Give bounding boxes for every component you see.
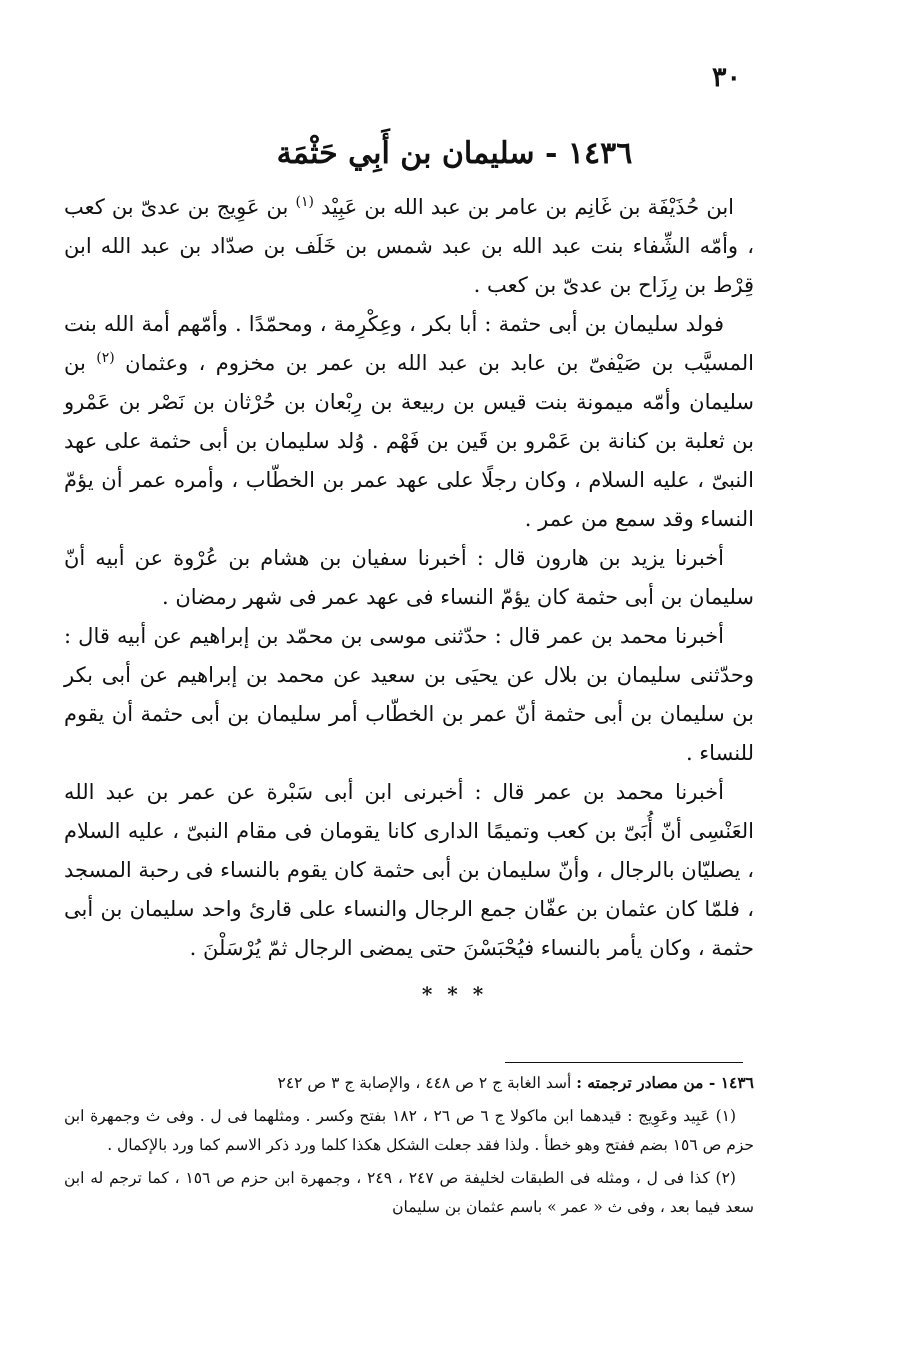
footnote-marker: (١) xyxy=(295,194,314,210)
paragraph-text: بن عَوِيج بن عدىّ بن كعب ، وأمّه الشِّفاء بنت عبد الله بن عبد شمس بن خَلَف بن صدّاد بن عبد الله ابن قِرْط بن رِزَاح بن عدىّ بن كعب . xyxy=(64,195,754,297)
page-number: ٣٠ xyxy=(711,62,741,93)
paragraph xyxy=(64,539,754,617)
footnote-lead: ١٤٣٦ - من مصادر ترجمته : xyxy=(576,1073,754,1092)
section-separator: * * * xyxy=(421,982,488,1006)
footnote-text: أسد الغابة ج ٢ ص ٤٤٨ ، والإصابة ج ٣ ص ٢٤٢ xyxy=(277,1074,577,1092)
footnotes xyxy=(64,1068,754,1226)
paragraph-text: فولد سليمان بن أبى حثمة : أبا بكر ، وعِكْرِمة ، ومحمّدًا . وأمّهم أمة الله بنت المسيَّب بن صَيْفىّ بن عابد بن عبد الله بن عمر بن مخزوم ، وعثمان xyxy=(64,312,754,375)
paragraph-text: أخبرنا محمد بن عمر قال : أخبرنى ابن أبى سَبْرة عن عمر بن عبد الله العَنْسِى أنّ أُبَىّ بن كعب وتميمًا الدارى كانا يقومان فى مقام النبىّ ، عليه السلام ، يصليّان بالرجال ، وأنّ سليمان بن أبى حثمة كان يقوم بالنساء فى رحبة المسجد ، فلمّا كان عثمان بن عفّان جمع الرجال والنساء على قارئ واحد سليمان بن أبى حثمة ، وكان يأمر بالنساء فيُحْبَسْنَ حتى يمضى الرجال ثمّ يُرْسَلْنَ . xyxy=(64,780,754,960)
footnote-marker: (٢) xyxy=(96,350,115,366)
paragraph xyxy=(64,773,754,968)
paragraph xyxy=(64,188,754,305)
footnote-divider xyxy=(505,1062,743,1063)
entry-heading: ١٤٣٦ - سليمان بن أَبِي حَثْمَة xyxy=(276,136,633,171)
paragraph xyxy=(64,305,754,539)
paragraph xyxy=(64,617,754,773)
footnote-1 xyxy=(64,1102,754,1160)
footnote-sources xyxy=(64,1068,754,1098)
entry-body xyxy=(64,188,754,968)
paragraph-text: ابن حُذَيْفَة بن غَانِم بن عامر بن عبد الله بن عَبِيْد xyxy=(313,195,734,219)
footnote-text: (١) عَبِيد وعَوِيج : قيدهما ابن ماكولا ج ٦ ص ٢٦ ، ١٨٢ بفتح وكسر . ومثلهما فى ل . وفى ث وجمهرة ابن حزم ص ١٥٦ بضم ففتح وهو خطأ . ولذا فقد جعلت الشكل هكذا كلما ورد ذكر الاسم كما ورد بالإكمال . xyxy=(64,1107,754,1154)
paragraph-text: أخبرنا يزيد بن هارون قال : أخبرنا سفيان بن هشام بن عُرْوة عن أبيه أنّ سليمان بن أبى حثمة كان يؤمّ النساء فى عهد عمر فى شهر رمضان . xyxy=(64,546,754,609)
footnote-2 xyxy=(64,1164,754,1222)
paragraph-text: أخبرنا محمد بن عمر قال : حدّثنى موسى بن محمّد بن إبراهيم عن أبيه قال : وحدّثنى سليمان بن بلال عن يحيَى بن سعيد عن محمد بن إبراهيم عن أبى بكر بن سليمان بن أبى حثمة أنّ عمر بن الخطّاب أمر سليمان بن أبى حثمة أن يقوم للنساء . xyxy=(64,624,754,765)
footnote-text: (٢) كذا فى ل ، ومثله فى الطبقات لخليفة ص ٢٤٧ ، ٢٤٩ ، وجمهرة ابن حزم ص ١٥٦ ، كما ترجم له ابن سعد فيما بعد ، وفى ث « عمر » باسم عثمان بن سليمان xyxy=(64,1169,754,1216)
paragraph-text: بن سليمان وأمّه ميمونة بنت قيس بن ربيعة بن رِبْعان بن حُرْثان بن نَصْر بن عَمْرو بن ثعلبة بن كنانة بن عَمْرو بن قَين بن فَهْم . وُلد سليمان بن أبى حثمة على عهد النبىّ ، عليه السلام ، وكان رجلًا على عهد عمر بن الخطّاب ، وأمره عمر أن يؤمّ النساء وقد سمع من عمر . xyxy=(64,351,754,531)
